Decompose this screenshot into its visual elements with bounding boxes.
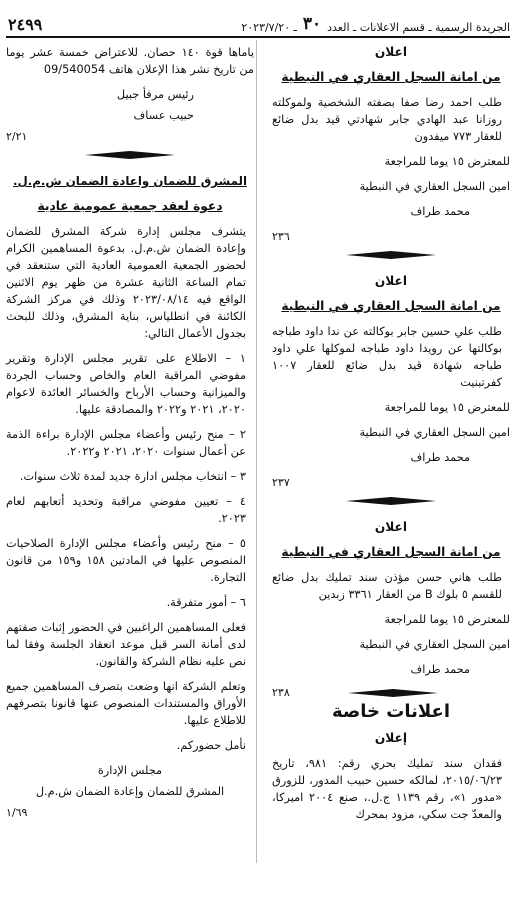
page-header bbox=[6, 6, 510, 38]
notice-ref: ٢/٢١ bbox=[6, 130, 28, 143]
header-title-group bbox=[241, 14, 510, 34]
documents-paragraph: وتعلم الشركة انها وضعت بتصرف المساهمين جميع الأوراق والمستندات المنصوص عنها قانونا بتصرفهم للاطلاع عليها. bbox=[6, 680, 246, 727]
notice-objection: للمعترض ١٥ يوما للمراجعة bbox=[384, 613, 510, 626]
issue-date: ـ ٢٠٢٣/٧/٢٠ bbox=[241, 21, 297, 34]
agenda-item: ٦ – أمور متفرقة. bbox=[166, 596, 246, 609]
separator bbox=[6, 151, 254, 159]
signer-title: رئيس مرفأ جبيل bbox=[116, 88, 194, 101]
signer-name: محمد طراف bbox=[410, 451, 470, 464]
signer-name: محمد طراف bbox=[410, 205, 470, 218]
notice-238 bbox=[272, 519, 510, 678]
notice-body: طلب علي حسين جابر بوكالته عن ندا داود طباجه بوكالتها عن رويدا داود طباجه لموكلها علي داود طباجه شهادة قيد بدل ضائع للعقار ١٠٠٧ كفرتبنيت bbox=[272, 325, 502, 389]
page-number: ٢٤٩٩ bbox=[8, 15, 43, 34]
separator bbox=[272, 497, 510, 505]
closing-text: نأمل حضوركم. bbox=[176, 739, 246, 752]
signer-name: محمد طراف bbox=[410, 663, 470, 676]
notice-237 bbox=[272, 273, 510, 491]
notice-subtitle: من امانة السجل العقاري في النبطية bbox=[281, 545, 501, 559]
left-column bbox=[6, 44, 254, 825]
notice-236 bbox=[272, 44, 510, 245]
notice-subtitle: من امانة السجل العقاري في النبطية bbox=[281, 299, 501, 313]
special-notice bbox=[272, 730, 510, 823]
column-divider bbox=[256, 40, 257, 863]
company-title: المشرق للضمان واعادة الضمان ش.م.ل. bbox=[13, 174, 247, 188]
right-column bbox=[272, 44, 510, 831]
notice-body: ياماها قوة ١٤٠ حصان. للاعتراض خمسة عشر يوما من تاريخ نشر هذا الإعلان هاتف 09/540054 bbox=[6, 46, 254, 76]
signer-name: حبيب عساف bbox=[133, 109, 194, 122]
agenda-item: ٤ – تعيين مفوضي مراقبة وتحديد أتعابهم لعام ٢٠٢٣. bbox=[6, 495, 246, 525]
header-title: الجريدة الرسمية ـ قسم الاعلانات ـ العدد bbox=[327, 21, 510, 34]
separator bbox=[348, 689, 438, 697]
company-intro: يتشرف مجلس إدارة شركة المشرق للضمان وإعادة الضمان ش.م.ل. بدعوة المساهمين الكرام لحضور الجمعية العمومية العادية التي ستنعقد في تمام الساعة الثانية عشرة من ظهر يوم الاثنين الواقع فيه ٢٠٢٣/٠٨/١٤ وذلك في مركز الشركة الكائنة في انطلياس، بناية المشرق، وذلك للبحث بجدول الأعمال التالي: bbox=[6, 225, 246, 340]
signer-title: امين السجل العقاري في النبطية bbox=[359, 180, 510, 193]
ref-and-separator bbox=[272, 686, 510, 699]
top-notice bbox=[6, 44, 254, 145]
agenda-item: ٥ – منح رئيس وأعضاء مجلس الإدارة الصلاحيات المنصوص عليها في المادتين ١٥٨ و١٥٩ من قانون التجارة. bbox=[6, 537, 247, 584]
signer-title: مجلس الإدارة bbox=[97, 764, 163, 777]
company-subtitle: دعوة لعقد جمعية عمومية عادية bbox=[37, 199, 223, 213]
agenda-item: ٢ – منح رئيس وأعضاء مجلس الإدارة براءة الذمة عن أعمال سنوات ٢٠٢٠، ٢٠٢١ و٢٠٢٢. bbox=[6, 428, 246, 458]
notice-ref: ٢٣٧ bbox=[272, 476, 290, 489]
notice-ref: ١/٦٩ bbox=[6, 806, 28, 819]
special-heading: اعلانات خاصة bbox=[331, 701, 451, 722]
notice-body: فقدان سند تمليك بحري رقم: ٩٨١، تاريخ ٢٠١٥/٠٦/٢٣، لمالكه حسين حبيب المدور، للزورق «مدور ١»، رقم ١١٣٩ ج.ل.، صنع ٢٠٠٤ اميركا، والمعدّ جت سكي، مزود بمحرك bbox=[272, 757, 503, 821]
notice-ref: ٢٣٦ bbox=[272, 230, 290, 243]
separator bbox=[272, 251, 510, 259]
signer-title: امين السجل العقاري في النبطية bbox=[359, 638, 510, 651]
notice-subtitle: من امانة السجل العقاري في النبطية bbox=[281, 70, 501, 84]
notice-objection: للمعترض ١٥ يوما للمراجعة bbox=[384, 155, 510, 168]
notice-title: إعلان bbox=[374, 731, 408, 745]
issue-number: ٣٠ bbox=[302, 14, 322, 34]
notice-title: اعلان bbox=[374, 274, 408, 288]
company-notice bbox=[6, 173, 254, 821]
attendance-paragraph: فعلى المساهمين الراغبين في الحضور إثبات صفتهم لدى أمانة السر قبل موعد انعقاد الجلسة وفقا لما نص عليه نظام الشركة والقانون. bbox=[6, 621, 246, 668]
signer-name: المشرق للضمان وإعادة الضمان ش.م.ل bbox=[35, 785, 225, 798]
notice-body: طلب احمد رضا صفا بصفته الشخصية ولموكلته روزانا عبد الهادي جابر شهادتي قيد بدل ضائع للعقار ٧٧٣ ميفدون bbox=[272, 96, 502, 143]
agenda-item: ١ – الاطلاع على تقرير مجلس الإدارة وتقرير مفوضي المراقبة العام والخاص وحساب الجردة والميزانية وحساب الأرباح والخسائر العائدة لاعوام ٢٠٢٠، ٢٠٢١ و٢٠٢٢ والمصادقة عليها. bbox=[6, 352, 246, 416]
notice-title: اعلان bbox=[374, 45, 408, 59]
notice-body: طلب هاني حسن مؤذن سند تمليك بدل ضائع للقسم ٥ بلوك B من العقار ٣٣٦١ زبدين bbox=[272, 571, 502, 601]
signer-title: امين السجل العقاري في النبطية bbox=[359, 426, 510, 439]
notice-title: اعلان bbox=[374, 520, 408, 534]
agenda-item: ٣ – انتخاب مجلس ادارة جديد لمدة ثلاث سنوات. bbox=[19, 470, 246, 483]
notice-ref: ٢٣٨ bbox=[272, 686, 290, 699]
notice-objection: للمعترض ١٥ يوما للمراجعة bbox=[384, 401, 510, 414]
